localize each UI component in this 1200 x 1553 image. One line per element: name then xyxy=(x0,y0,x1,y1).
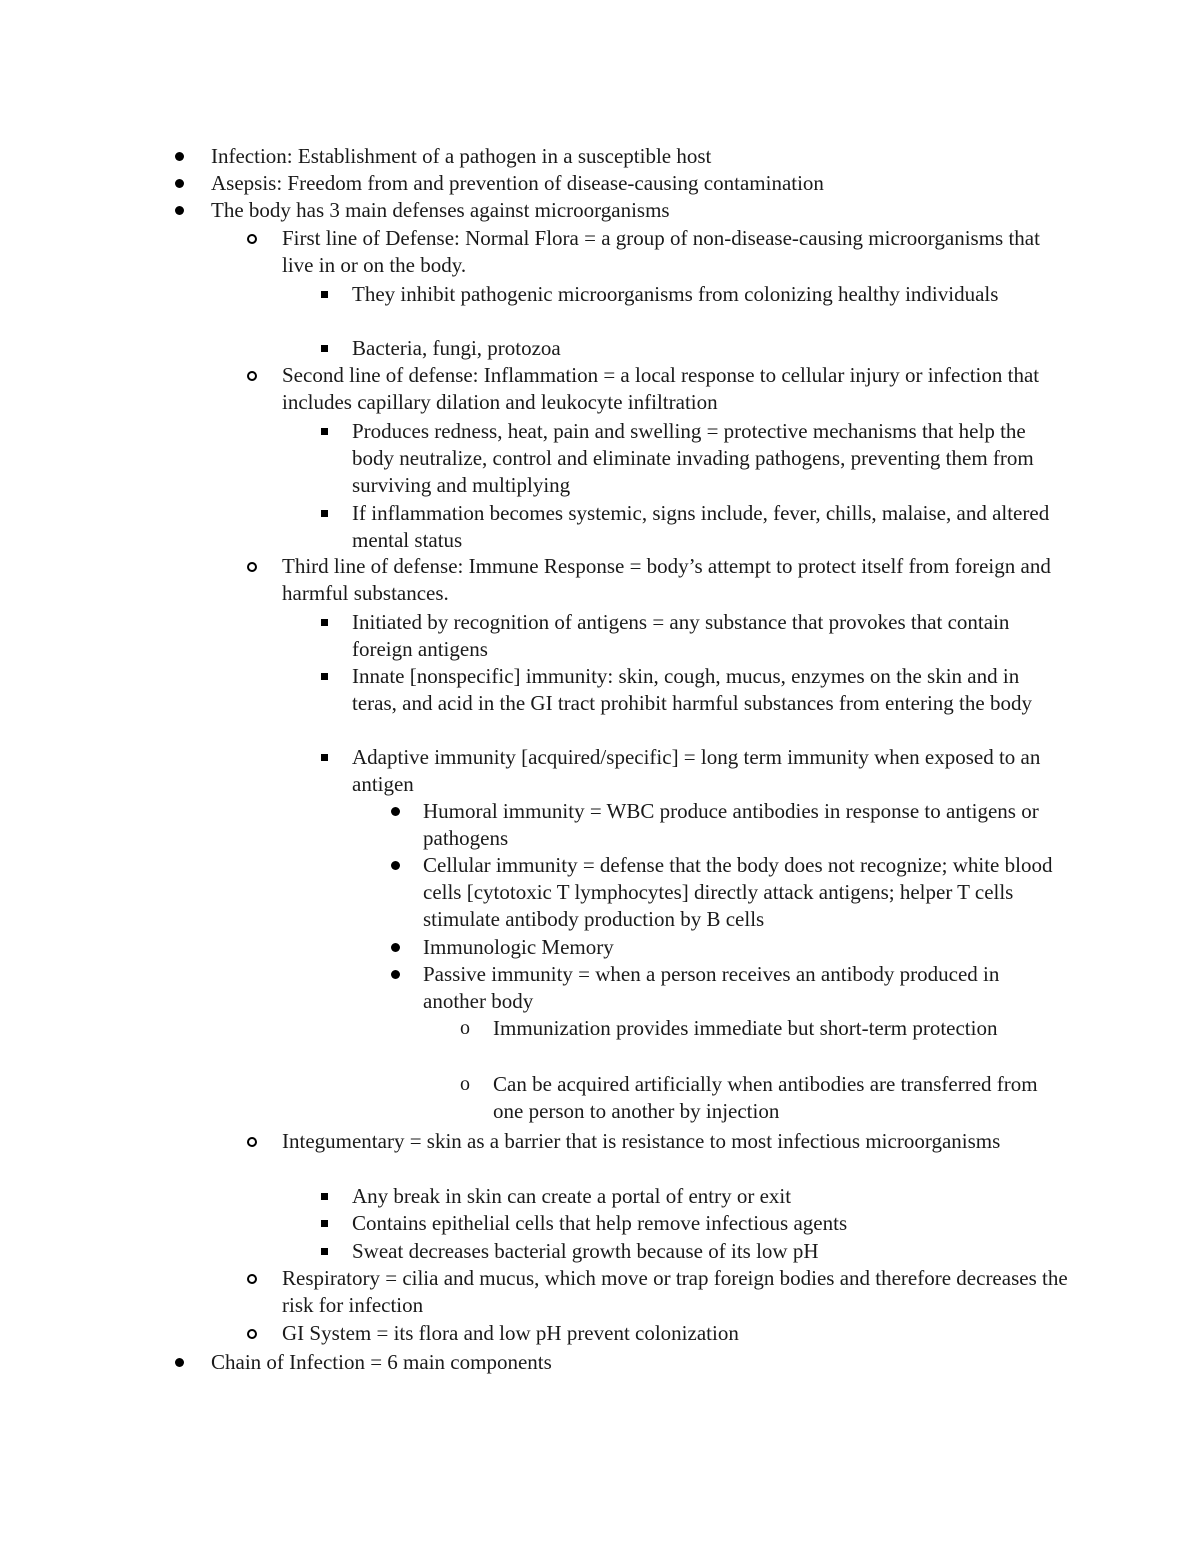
list-item-systemic xyxy=(352,500,1052,554)
list-item-body-defenses xyxy=(211,197,1111,224)
list-item-redness xyxy=(352,418,1052,499)
list-item-immunization xyxy=(493,1015,1073,1042)
circle-bullet-icon xyxy=(242,1128,262,1155)
list-item-infection xyxy=(211,143,1111,170)
square-bullet-icon xyxy=(314,281,334,308)
square-bullet-icon xyxy=(314,1238,334,1265)
list-item-text: Chain of Infection = 6 main components xyxy=(211,1350,552,1374)
list-item-epithelial xyxy=(352,1210,1052,1237)
list-item-text: Contains epithelial cells that help remove infectious agents xyxy=(352,1211,848,1235)
list-item-skin-break xyxy=(352,1183,1052,1210)
disc-bullet-icon xyxy=(385,934,405,961)
list-item-text: First line of Defense: Normal Flora = a group of non-disease-causing microorganisms that live in or on the body. xyxy=(282,226,1040,277)
o-bullet-icon xyxy=(455,1015,475,1042)
list-item-text: Third line of defense: Immune Response = body’s attempt to protect itself from foreign and harmful substances. xyxy=(282,554,1051,605)
list-item-cellular xyxy=(423,852,1063,933)
list-item-text: Can be acquired artificially when antibodies are transferred from one person to another by injection xyxy=(493,1072,1038,1123)
circle-bullet-icon xyxy=(242,225,262,252)
list-item-text: Bacteria, fungi, protozoa xyxy=(352,336,561,360)
list-item-text: Any break in skin can create a portal of entry or exit xyxy=(352,1184,792,1208)
list-item-inhibit xyxy=(352,281,1052,308)
list-item-text: Integumentary = skin as a barrier that is resistance to most infectious microorganisms xyxy=(282,1129,1001,1153)
circle-bullet-icon xyxy=(242,1265,262,1292)
list-item-memory xyxy=(423,934,1063,961)
list-item-text: Immunization provides immediate but short-term protection xyxy=(493,1016,998,1040)
square-bullet-icon xyxy=(314,1183,334,1210)
list-item-bacteria xyxy=(352,335,1052,362)
circle-bullet-icon xyxy=(242,362,262,389)
list-item-text: GI System = its flora and low pH prevent colonization xyxy=(282,1321,739,1345)
list-item-text: Adaptive immunity [acquired/specific] = long term immunity when exposed to an antigen xyxy=(352,745,1041,796)
circle-bullet-icon xyxy=(242,1320,262,1347)
list-item-text: Initiated by recognition of antigens = any substance that provokes that contain foreign antigens xyxy=(352,610,1010,661)
list-item-asepsis xyxy=(211,170,1111,197)
list-item-text: Second line of defense: Inflammation = a local response to cellular injury or infection that includes capillary dilation and leukocyte infiltration xyxy=(282,363,1040,414)
list-item-text: The body has 3 main defenses against microorganisms xyxy=(211,198,670,222)
disc-bullet-icon xyxy=(169,170,189,197)
list-item-humoral xyxy=(423,798,1063,852)
list-item-third-line xyxy=(282,553,1072,607)
list-item-text: They inhibit pathogenic microorganisms from colonizing healthy individuals xyxy=(352,282,999,306)
disc-bullet-icon xyxy=(169,143,189,170)
list-item-respiratory xyxy=(282,1265,1072,1319)
o-bullet-icon xyxy=(455,1071,475,1098)
list-item-artificial xyxy=(493,1071,1073,1125)
list-item-innate xyxy=(352,663,1052,717)
list-item-sweat xyxy=(352,1238,1052,1265)
disc-bullet-icon xyxy=(385,798,405,825)
list-item-text: Infection: Establishment of a pathogen in a susceptible host xyxy=(211,144,712,168)
list-item-chain-of-infection xyxy=(211,1349,1111,1376)
list-item-text: Respiratory = cilia and mucus, which move or trap foreign bodies and therefore decreases the risk for infection xyxy=(282,1266,1068,1317)
list-item-text: Innate [nonspecific] immunity: skin, cough, mucus, enzymes on the skin and in teras, and acid in the GI tract prohibit harmful substances from entering the body xyxy=(352,664,1032,715)
circle-bullet-icon xyxy=(242,553,262,580)
disc-bullet-icon xyxy=(169,197,189,224)
list-item-gi-system xyxy=(282,1320,1072,1347)
list-item-second-line xyxy=(282,362,1072,416)
list-item-integumentary xyxy=(282,1128,1072,1155)
disc-bullet-icon xyxy=(385,961,405,988)
disc-bullet-icon xyxy=(385,852,405,879)
square-bullet-icon xyxy=(314,335,334,362)
square-bullet-icon xyxy=(314,1210,334,1237)
disc-bullet-icon xyxy=(169,1349,189,1376)
list-item-text: Sweat decreases bacterial growth because of its low pH xyxy=(352,1239,819,1263)
square-bullet-icon xyxy=(314,744,334,771)
list-item-first-line xyxy=(282,225,1072,279)
list-item-text: Immunologic Memory xyxy=(423,935,614,959)
list-item-passive xyxy=(423,961,1063,1015)
list-item-antigens xyxy=(352,609,1052,663)
square-bullet-icon xyxy=(314,663,334,690)
list-item-adaptive xyxy=(352,744,1052,798)
list-item-text: Passive immunity = when a person receives an antibody produced in another body xyxy=(423,962,1000,1013)
list-item-text: If inflammation becomes systemic, signs include, fever, chills, malaise, and altered mental status xyxy=(352,501,1050,552)
list-item-text: Cellular immunity = defense that the body does not recognize; white blood cells [cytotoxic T lymphocytes] directly attack antigens; helper T cells stimulate antibody production by B cells xyxy=(423,853,1053,931)
list-item-text: Asepsis: Freedom from and prevention of disease-causing contamination xyxy=(211,171,824,195)
list-item-text: Humoral immunity = WBC produce antibodies in response to antigens or pathogens xyxy=(423,799,1039,850)
square-bullet-icon xyxy=(314,418,334,445)
list-item-text: Produces redness, heat, pain and swelling = protective mechanisms that help the body neutralize, control and eliminate invading pathogens, preventing them from surviving and multiplying xyxy=(352,419,1034,497)
square-bullet-icon xyxy=(314,500,334,527)
square-bullet-icon xyxy=(314,609,334,636)
